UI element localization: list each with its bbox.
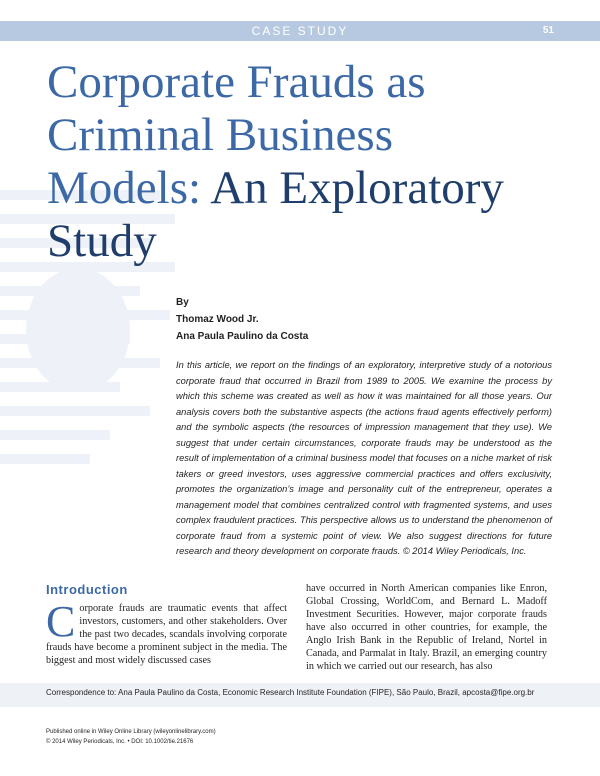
- byline: [176, 294, 308, 345]
- copyright-doi-note: © 2014 Wiley Periodicals, Inc. • DOI: 10.1002/tie.21676: [46, 739, 194, 745]
- section-label: CASE STUDY: [251, 24, 349, 38]
- introduction-heading: Introduction: [46, 582, 128, 597]
- header-bar: [0, 21, 600, 41]
- introduction-column-1-text: orporate frauds are traumatic events that affect investors, customers, and other stakeholders. Over the past two decades, scandals involving corporate frauds have become a prominent subject in the media. The biggest and most widely discussed cases: [46, 603, 287, 666]
- published-online-note: Published online in Wiley Online Library (wileyonlinelibrary.com): [46, 729, 216, 735]
- introduction-column-1: [46, 597, 287, 667]
- abstract: In this article, we report on the findings of an exploratory, interpretive study of a notorious corporate fraud that occurred in Brazil from 1989 to 2005. We examine the process by which this scheme was created as well as how it was maintained for all those years. Our analysis covers both the substantive aspects (the actions fraud agents effectively perform) and the symbolic aspects (the resources of impression management that they use). We suggest that under certain circumstances, corporate frauds may be understood as the result of implementation of a criminal business model that focuses on a niche market of risk takers or greed investors, uses aggressive commercial practices and offers exclusivity, promotes the organization’s image and personality cult of the entrepreneur, operates a management model that combines centralized control with fragmented systems, and uses complex fraudulent practices. This perspective allows us to understand the phenomenon of corporate fraud from a systemic point of view. We also suggest directions for future research and theory development on corporate frauds. © 2014 Wiley Periodicals, Inc.: [176, 360, 552, 556]
- article-title: [47, 56, 567, 268]
- correspondence-note: Correspondence to: Ana Paula Paulino da Costa, Economic Research Institute Foundation (FIPE), São Paulo, Brazil, apcosta@fipe.org.br: [46, 688, 535, 697]
- by-label: By: [176, 297, 189, 308]
- title-line-2: Criminal Business: [47, 109, 393, 161]
- introduction-column-2: have occurred in North American companies like Enron, Global Crossing, WorldCom, and Bernard L. Madoff Investment Securities. However, major corporate frauds have also occurred in other countries, for example, the Anglo Irish Bank in the Republic of Ireland, Nortel in Canada, and Parmalat in Italy. Brazil, an emerging country in which we carried out our research, has also: [306, 583, 547, 672]
- title-subtitle-part-1: An Exploratory: [210, 162, 504, 214]
- page-number: 51: [542, 25, 554, 36]
- title-subtitle-part-2: Study: [47, 215, 157, 267]
- author-2: Ana Paula Paulino da Costa: [176, 331, 309, 342]
- drop-cap: C: [46, 597, 76, 646]
- author-1: Thomaz Wood Jr.: [176, 314, 259, 325]
- title-line-3: Models:: [47, 162, 211, 214]
- title-line-1: Corporate Frauds as: [47, 56, 426, 108]
